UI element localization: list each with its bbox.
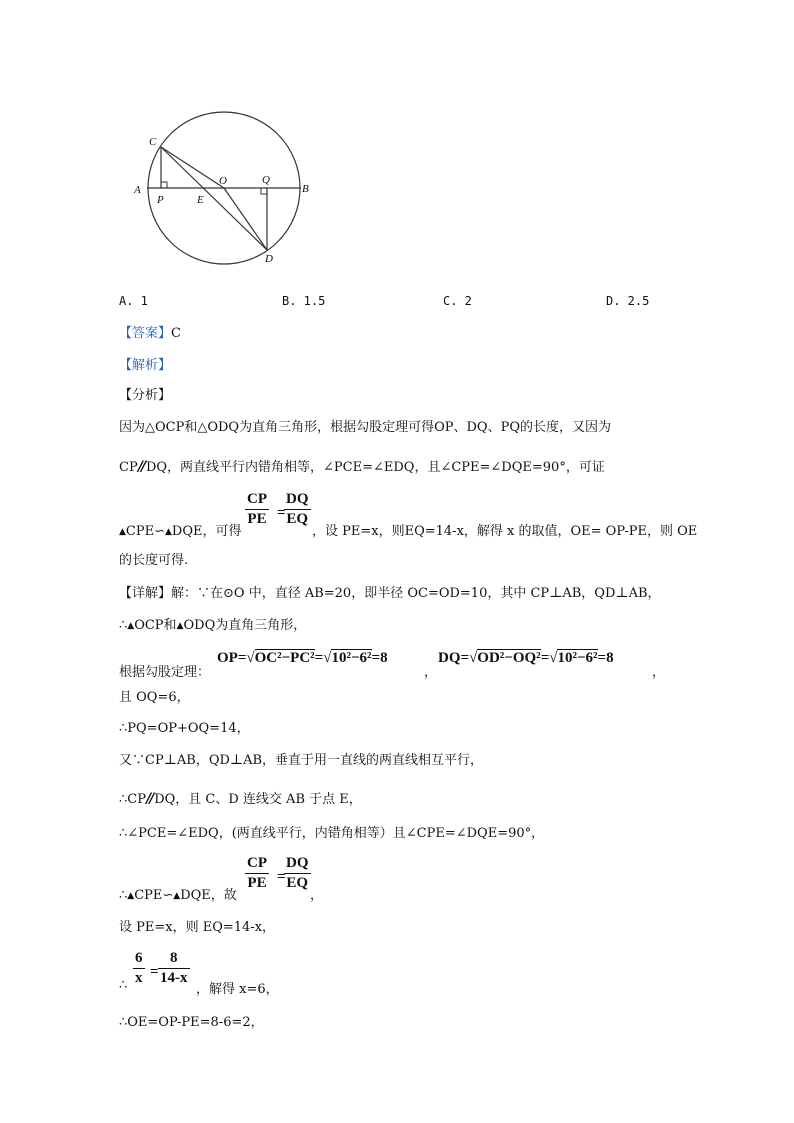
label-p: P (157, 194, 164, 206)
fenxi-line-2 (119, 456, 605, 475)
dq-result: =8 (597, 650, 614, 666)
fraction-denominator: EQ (286, 875, 309, 891)
fenxi-line-2-a: CP (119, 460, 138, 475)
detail-line-4: 且 OQ=6， (119, 690, 190, 705)
triangle-symbol: ▲ (127, 891, 135, 901)
detail-line-9-c: DQE，故 (180, 888, 237, 903)
label-d: D (265, 253, 273, 265)
fenxi-line-1: 因为△OCP和△ODQ为直角三角形，根据勾股定理可得OP、DQ、PQ的长度，又因为 (119, 420, 611, 435)
fraction-denominator: PE (247, 875, 267, 891)
fraction-denominator: x (135, 970, 143, 986)
option-b: B. 1.5 (282, 294, 326, 308)
circle-geometry-figure (125, 105, 325, 275)
equals-sign-1: = (277, 505, 286, 521)
detail-line-6-b: AB，QD (176, 753, 230, 768)
fraction-dq-eq-1 (284, 491, 311, 528)
label-e: E (197, 194, 204, 206)
fraction-denominator: PE (247, 511, 267, 527)
equals-sign-3: = (150, 964, 159, 980)
label-q: Q (262, 174, 270, 186)
option-d: D. 2.5 (606, 294, 650, 308)
fraction-numerator: 6 (133, 950, 145, 969)
fraction-numerator: CP (245, 855, 269, 874)
detail-line-5: ∴PQ=OP+OQ=14， (119, 721, 250, 736)
dq-radicand-2: 10²−6² (557, 650, 598, 666)
fraction-dq-eq-2 (284, 855, 311, 892)
detail-tag: 【详解】 (119, 586, 172, 601)
detail-line-10: 设 PE=x，则 EQ=14-x， (119, 920, 276, 935)
detail-line-11-a: ∴ (119, 978, 128, 993)
fraction-6-x (133, 950, 145, 987)
fraction-numerator: DQ (284, 491, 311, 510)
dq-equation: DQ=√OD²−OQ²=√10²−6²=8 (438, 650, 614, 666)
perp-symbol: ⊥ (229, 752, 244, 768)
segment-od (224, 188, 267, 250)
dq-radicand: OD²−OQ² (477, 650, 541, 666)
detail-line-9-b: CPE∽ (134, 888, 174, 903)
detail-line-1-a: 解：∵在⊙O 中，直径 AB=20，即半径 OC=OD=10，其中 CP (171, 586, 550, 601)
triangle-symbol: ▲ (127, 621, 135, 631)
op-lhs: OP= (217, 650, 247, 666)
triangle-symbol: ▲ (176, 621, 184, 631)
comma-1: ， (424, 665, 438, 680)
op-radicand: OC²−PC² (254, 650, 315, 666)
fenxi-line-3-a: CPE∽ (125, 524, 165, 539)
analysis-tag: 【解析】 (119, 358, 172, 373)
detail-line-11-b: ，解得 x=6， (196, 982, 279, 997)
fraction-denominator: EQ (286, 511, 309, 527)
detail-line-7-b: DQ，且 C、D 连线交 AB 于点 E， (154, 792, 362, 807)
detail-line-7 (119, 788, 362, 807)
right-angle-mark-p (161, 182, 167, 188)
fraction-numerator: CP (245, 491, 269, 510)
detail-line-6-a: 又∵CP (119, 753, 164, 768)
segment-co (161, 147, 224, 188)
answer-tag: 【答案】 (119, 326, 172, 341)
label-b: B (302, 183, 309, 195)
fenxi-tag: 【分析】 (119, 388, 172, 403)
fraction-8-14x (158, 950, 190, 987)
therefore: ∴ (119, 618, 128, 633)
detail-line-2-c: ODQ为直角三角形， (183, 618, 307, 633)
triangle-symbol: ▲ (165, 527, 172, 537)
detail-line-8: ∴∠PCE=∠EDQ，(两直线平行，内错角相等）且∠CPE=∠DQE=90°， (119, 826, 545, 841)
detail-line-1-c: AB， (628, 586, 661, 601)
dq-lhs: DQ= (438, 650, 470, 666)
answer-line (119, 322, 181, 341)
option-a: A. 1 (119, 294, 148, 308)
fenxi-line-2-b: DQ，两直线平行内错角相等，∠PCE=∠EDQ，且∠CPE=∠DQE=90°，可证 (145, 460, 605, 475)
op-equals: = (314, 650, 324, 666)
option-c: C. 2 (443, 294, 472, 308)
triangle-symbol: ▲ (119, 527, 126, 537)
op-radicand-2: 10²−6² (331, 650, 372, 666)
fenxi-line-3-c: ，设 PE=x，则EQ=14-x，解得 x 的取值，OE= OP-PE，则 OE (312, 524, 698, 539)
label-o: O (219, 175, 227, 187)
right-angle-mark-q (261, 188, 267, 194)
triangle-symbol: ▲ (173, 891, 181, 901)
detail-line-2 (119, 614, 306, 633)
detail-line-7-a: ∴CP (119, 792, 146, 807)
detail-line-2-b: OCP和 (134, 618, 177, 633)
detail-line-9 (119, 884, 237, 903)
fraction-denominator: 14-x (160, 970, 188, 986)
segment-cd (161, 147, 267, 250)
equals-sign-2: = (277, 869, 286, 885)
perp-symbol: ⊥ (549, 585, 563, 601)
perp-symbol: ⊥ (163, 752, 177, 768)
detail-line-6 (119, 749, 483, 768)
therefore: ∴ (119, 888, 128, 903)
op-equation: OP=√OC²−PC²=√10²−6²=8 (217, 650, 388, 666)
perp-symbol: ⊥ (615, 585, 629, 601)
fraction-cp-pe-2 (245, 855, 269, 892)
answer-value: C (171, 326, 181, 341)
gou-prefix: 根据勾股定理： (119, 665, 211, 680)
detail-line-12: ∴OE=OP-PE=8-6=2， (119, 1015, 264, 1030)
detail-line-1 (119, 582, 661, 601)
fenxi-line-3 (119, 520, 242, 539)
fraction-numerator: 8 (158, 950, 190, 969)
fenxi-line-3-b: DQE，可得 (171, 524, 242, 539)
detail-line-9-d: ， (310, 888, 324, 903)
detail-line-6-c: AB，垂直于用一直线的两直线相互平行， (243, 753, 484, 768)
parallel-symbol: // (137, 459, 144, 475)
detail-line-1-b: AB，QD (562, 586, 616, 601)
op-result: =8 (371, 650, 388, 666)
comma-2: ， (652, 665, 666, 680)
parallel-symbol: // (145, 791, 153, 807)
label-c: C (149, 136, 157, 148)
label-a: A (134, 184, 141, 196)
fenxi-line-4: 的长度可得. (119, 553, 189, 568)
fraction-cp-pe-1 (245, 491, 269, 528)
dq-equals: = (540, 650, 550, 666)
fraction-numerator: DQ (284, 855, 311, 874)
